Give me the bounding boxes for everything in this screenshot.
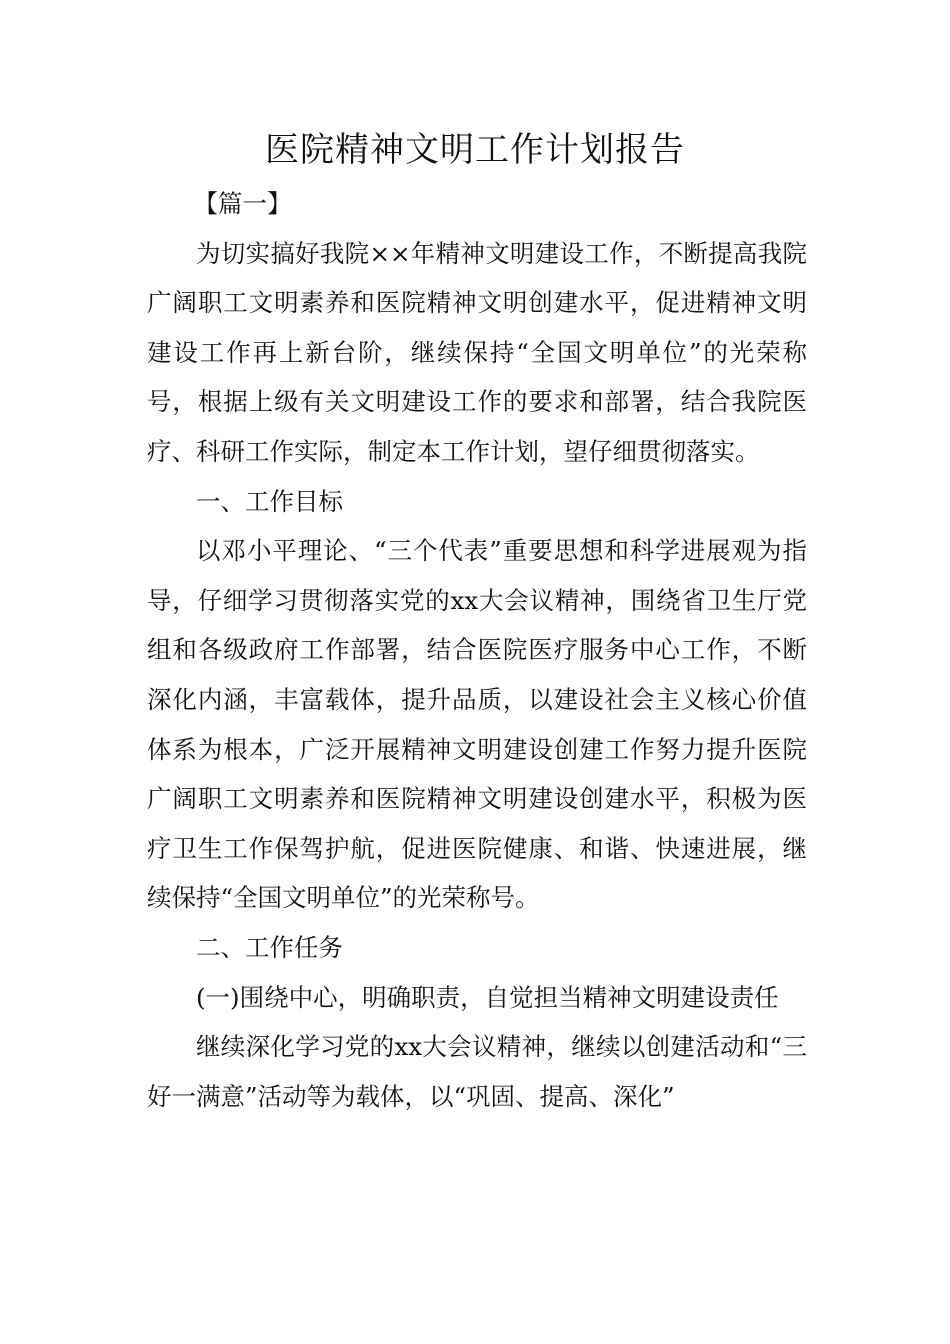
task-one-paragraph: 继续深化学习党的xx大会议精神，继续以创建活动和“三好一满意”活动等为载体，以“巩固、提高、深化” — [147, 1032, 807, 1111]
task-one-heading: (一)围绕中心，明确职责，自觉担当精神文明建设责任 — [196, 982, 779, 1012]
heading-work-tasks: 二、工作任务 — [196, 932, 343, 962]
goals-paragraph: 以邓小平理论、“三个代表”重要思想和科学进展观为指导，仔细学习贯彻落实党的xx大会议精神，围绕省卫生厅党组和各级政府工作部署，结合医院医疗服务中心工作，不断深化内涵，丰富载体，提升品质，以建设社会主义核心价值体系为根本，广泛开展精神文明建设创建工作努力提升医院广阔职工文明素养和医院精神文明建设创建水平，积极为医疗卫生工作保驾护航，促进医院健康、和谐、快速进展，继续保持“全国文明单位”的光荣称号。 — [147, 536, 807, 913]
document-body — [147, 179, 807, 1121]
intro-paragraph: 为切实搞好我院××年精神文明建设工作，不断提高我院广阔职工文明素养和医院精神文明创建水平，促进精神文明建设工作再上新台阶，继续保持“全国文明单位”的光荣称号，根据上级有关文明建设工作的要求和部署，结合我院医疗、科研工作实际，制定本工作计划，望仔细贯彻落实。 — [147, 238, 807, 466]
section-label: 【篇一】 — [193, 189, 292, 218]
document-title: 医院精神文明工作计划报告 — [265, 130, 685, 170]
heading-work-goals: 一、工作目标 — [196, 486, 343, 516]
